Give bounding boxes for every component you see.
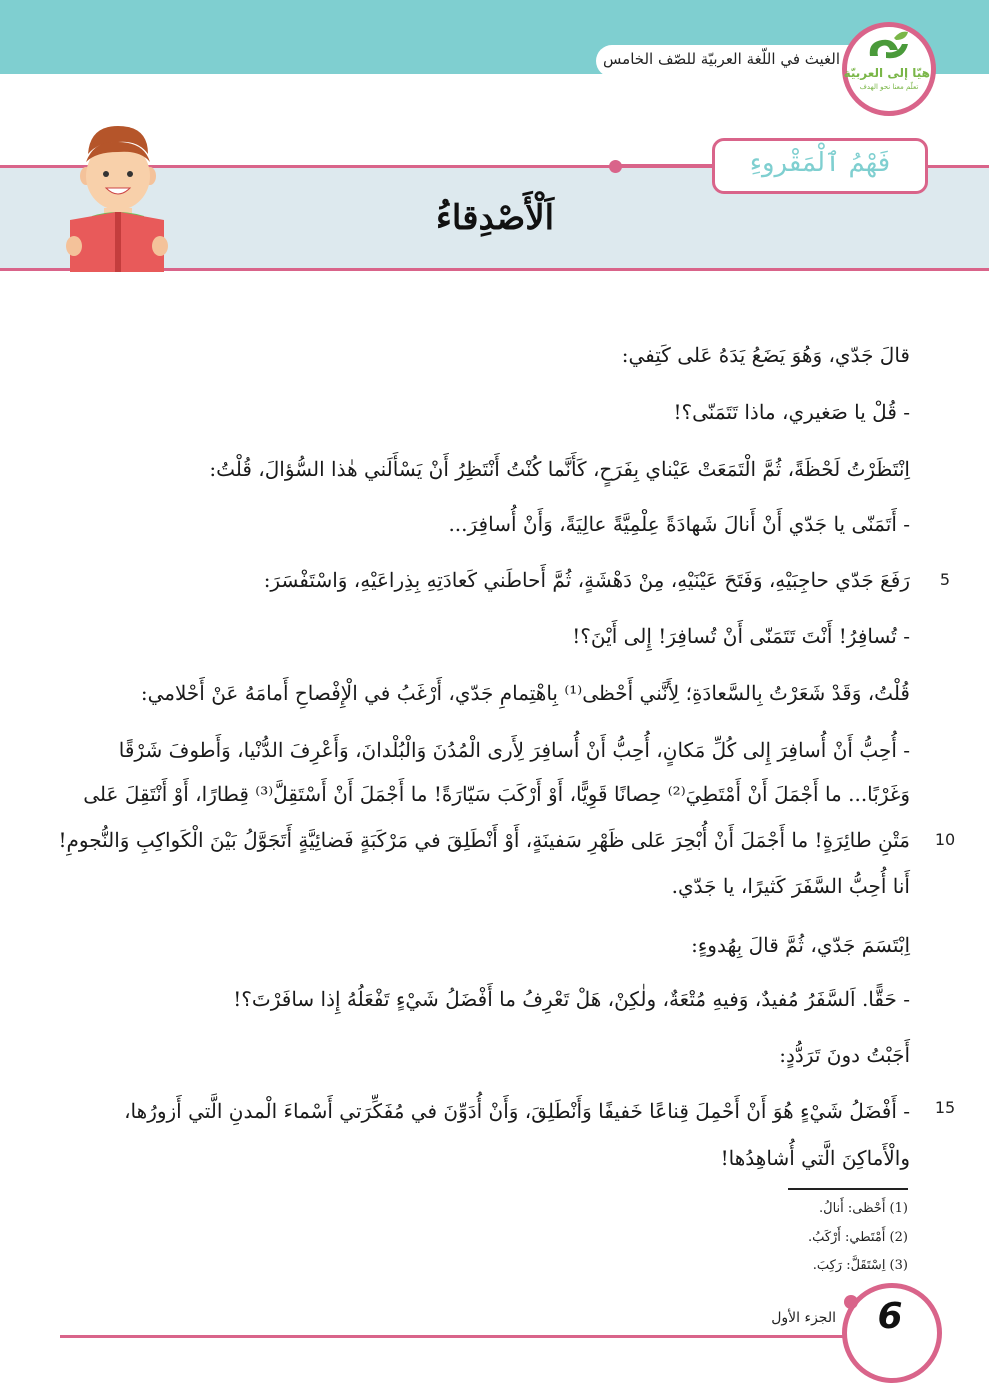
text-line: اِنْتَظَرْتُ لَحْظَةً، ثُمَّ الْتَمَعَتْ عَيْناي بِفَرَحٍ، كَأَنَّما كُنْتُ أَنْتَظِرُ أَنْ يَسْأَلَني هٰذا السُّؤالَ، قُلْتُ: (209, 457, 910, 481)
line-number: 10 (934, 830, 956, 849)
text-line: - أَتَمَنّى يا جَدّي أَنْ أَنالَ شَهادَةً عِلْمِيَّةً عالِيَةً، وَأَنْ أُسافِرَ... (448, 512, 910, 536)
footnote: (1) أَحْظى: أَنالُ. (819, 1201, 908, 1216)
logo-leaf-icon (860, 30, 916, 66)
text-line: - أَفْضَلُ شَيْءٍ هُوَ أَنْ أَحْمِلَ قِناعًا خَفيفًا وَأَنْطَلِقَ، وَأَنْ أُدَوِّنَ في مُفَكِّرَتي أَسْماءَ الْمدنِ الَّتي أَزورُها، (124, 1099, 910, 1123)
lesson-title: اَلْأَصْدِقاءُ (435, 198, 555, 238)
text-line: رَفَعَ جَدّي حاجِبَيْهِ، وَفَتَحَ عَيْنَيْهِ، مِنْ دَهْشَةٍ، ثُمَّ أَحاطَني كَعادَتِهِ بِذِراعَيْهِ، وَاسْتَفْسَرَ: (263, 568, 910, 592)
section-label: فَهْمُ ٱلْمَقْروءِ (749, 148, 891, 178)
logo-slogan: تعلّم معنا نحو الهدف (859, 83, 919, 91)
text-line: مَتْنِ طائِرَةٍ! ما أَجْمَلَ أَنْ أُبْحِرَ عَلى ظَهْرِ سَفينَةٍ، أَوْ أَنْطَلِقَ في مَرْكَبَةٍ فَضائِيَّةٍ أَتَجَوَّلُ بَيْنَ الْكَواكِبِ وَالنُّجومِ! (58, 828, 910, 852)
footer-line (60, 1335, 850, 1338)
logo-name: هيّا إلى العربيّة (843, 66, 930, 80)
page-badge-dot (844, 1295, 858, 1309)
section-connector-dot (609, 160, 622, 173)
text-line: - أُحِبُّ أَنْ أُسافِرَ إِلى كُلِّ مَكانٍ، أُحِبُّ أَنْ أُسافِرَ لِأَرى الْمُدُنَ وَالْبُلْدانَ، وَأَعْرِفَ الدُّنْيا، وَأَطوفَ شَرْقًا (118, 738, 910, 762)
text-line: اِبْتَسَمَ جَدّي، ثُمَّ قالَ بِهُدوءٍ: (691, 933, 910, 957)
text-line: قُلْتُ، وَقَدْ شَعَرْتُ بِالسَّعادَةِ؛ لِأَنَّني أَحْظى⁽¹⁾ بِاهْتِمامِ جَدّي، أَرْغَبُ في الْإِفْصاحِ أَمامَهُ عَنْ أَحْلامي: (140, 681, 910, 705)
section-connector-line (615, 164, 715, 167)
text-line: قالَ جَدّي، وَهُوَ يَضَعُ يَدَهُ عَلى كَتِفي: (621, 343, 910, 367)
footnote-divider (788, 1188, 908, 1190)
text-line: - قُلْ يا صَغيري، ماذا تَتَمَنّى؟! (673, 400, 910, 424)
book-title: الغيث في اللّغة العربيّة للصّف الخامس (603, 50, 840, 68)
text-line: أَنا أُحِبُّ السَّفَرَ كَثيرًا، يا جَدّي. (671, 874, 910, 898)
footnote: (2) أَمْتَطي: أَرْكَبُ. (807, 1230, 908, 1245)
boy-reading-book-illustration (64, 124, 170, 272)
line-number: 5 (939, 570, 951, 589)
text-line: - تُسافِرُ! أَنْتَ تَتَمَنّى أَنْ تُسافِرَ! إِلى أَيْنَ؟! (572, 624, 910, 648)
text-line: وَغَرْبًا... ما أَجْمَلَ أَنْ أَمْتَطِيَ⁽²⁾ حِصانًا قَوِيًّا، أَوْ أَرْكَبَ سَيّارَةً! ما أَجْمَلَ أَنْ أَسْتَقِلَّ⁽³⁾ قِطارًا، أَوْ أَنْتَقِلَ عَلى (83, 782, 910, 806)
footnote: (3) اِسْتَقَلَّ: رَكِبَ. (812, 1258, 908, 1273)
text-line: أَجَبْتُ دونَ تَرَدُّدٍ: (779, 1043, 910, 1067)
line-number: 15 (934, 1098, 956, 1117)
part-label: الجزء الأول (771, 1310, 836, 1326)
text-line: والْأَماكِنَ الَّتي أُشاهِدُها! (720, 1146, 910, 1170)
text-line: - حَقًّا. اَلسَّفَرُ مُفيدٌ، وَفيهِ مُتْعَةٌ، ولٰكِنْ، هَلْ تَعْرِفُ ما أَفْضَلُ شَيْءٍ تَفْعَلُهُ إِذا سافَرْتَ؟! (233, 987, 910, 1011)
page-number: 6 (877, 1296, 903, 1337)
